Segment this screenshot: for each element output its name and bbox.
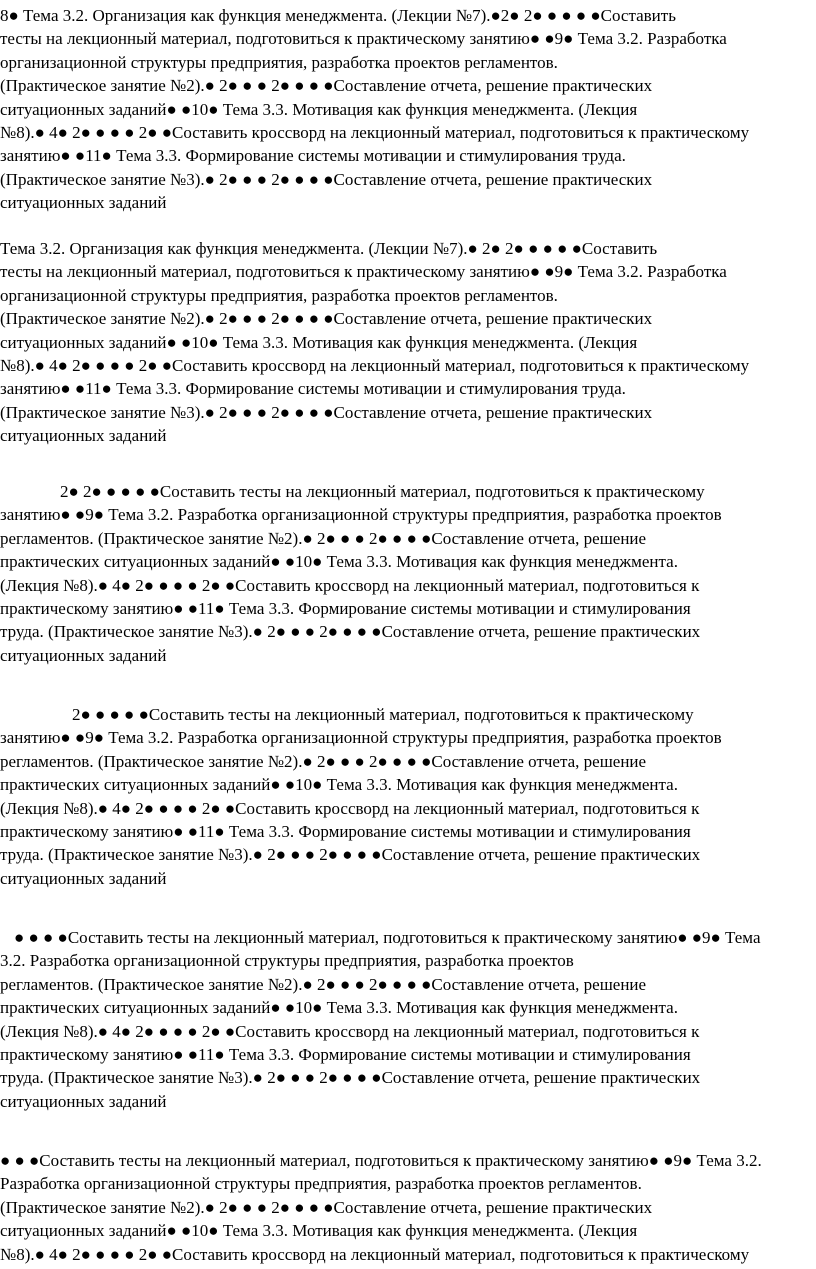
text-line: ситуационных заданий [0,868,167,888]
text-line: №8).● 4● 2● ● ● ● 2● ●Составить кроссворд на лекционный материал, подготовиться к практическому [0,356,750,376]
text-line: ситуационных заданий● ●10● Тема 3.3. Мотивация как функция менеджмента. (Лекция [0,99,638,119]
text-line: регламентов. (Практическое занятие №2).● 2● ● ● 2● ● ● ●Составление отчета, решение [0,974,647,994]
paragraph-6 [0,1149,814,1266]
text-line: №8).● 4● 2● ● ● ● 2● ●Составить кроссворд на лекционный материал, подготовиться к практическому [0,1244,750,1264]
text-line: практических ситуационных заданий● ●10● Тема 3.3. Мотивация как функция менеджмента. [0,998,678,1018]
text-line: ● ● ● ●Составить тесты на лекционный материал, подготовиться к практическому занятию● ●9● Тема [14,928,761,947]
text-line: тесты на лекционный материал, подготовиться к практическому занятию● ●9● Тема 3.2. Разработка [0,29,727,49]
paragraph-2 [0,237,814,448]
text-line: труда. (Практическое занятие №3).● 2● ● ● 2● ● ● ●Составление отчета, решение практических [0,622,701,642]
text-line: занятию● ●9● Тема 3.2. Разработка организационной структуры предприятия, разработка проектов [0,728,722,748]
text-line: ситуационных заданий [0,645,167,665]
text-line: Тема 3.2. Организация как функция менеджмента. (Лекции №7).● 2● 2● ● ● ● ●Составить [0,239,658,258]
paragraph-3 [0,480,814,667]
text-line: труда. (Практическое занятие №3).● 2● ● ● 2● ● ● ●Составление отчета, решение практических [0,1068,701,1088]
text-line: 2● 2● ● ● ● ●Составить тесты на лекционный материал, подготовиться к практическому [60,482,705,501]
paragraph-4 [0,703,814,890]
text-line: ● ● ●Составить тесты на лекционный материал, подготовиться к практическому занятию● ●9● Тема 3.2. [0,1151,762,1170]
text-line: (Практическое занятие №2).● 2● ● ● 2● ● ● ●Составление отчета, решение практических [0,1197,653,1217]
text-line: ситуационных заданий [0,193,167,213]
text-line: ситуационных заданий● ●10● Тема 3.3. Мотивация как функция менеджмента. (Лекция [0,1221,638,1241]
text-line: практическому занятию● ●11● Тема 3.3. Формирование системы мотивации и стимулирования [0,1045,691,1065]
text-line: (Лекция №8).● 4● 2● ● ● ● 2● ●Составить кроссворд на лекционный материал, подготовиться к [0,1021,700,1041]
text-line: 2● ● ● ● ●Составить тесты на лекционный материал, подготовиться к практическому [72,705,694,724]
text-line: ситуационных заданий [0,426,167,446]
text-line: практических ситуационных заданий● ●10● Тема 3.3. Мотивация как функция менеджмента. [0,552,678,572]
text-line: занятию● ●11● Тема 3.3. Формирование системы мотивации и стимулирования труда. [0,146,626,166]
text-line: (Практическое занятие №3).● 2● ● ● 2● ● ● ●Составление отчета, решение практических [0,402,653,422]
text-line: регламентов. (Практическое занятие №2).● 2● ● ● 2● ● ● ●Составление отчета, решение [0,751,647,771]
text-line: (Лекция №8).● 4● 2● ● ● ● 2● ●Составить кроссворд на лекционный материал, подготовиться к [0,575,700,595]
text-line: (Практическое занятие №2).● 2● ● ● 2● ● ● ●Составление отчета, решение практических [0,76,653,96]
paragraph-5 [0,926,814,1113]
text-line: (Лекция №8).● 4● 2● ● ● ● 2● ●Составить кроссворд на лекционный материал, подготовиться к [0,798,700,818]
text-line: практическому занятию● ●11● Тема 3.3. Формирование системы мотивации и стимулирования [0,822,691,842]
text-line: (Практическое занятие №2).● 2● ● ● 2● ● ● ●Составление отчета, решение практических [0,309,653,329]
text-line: организационной структуры предприятия, разработка проектов регламентов. [0,52,558,72]
text-line: занятию● ●9● Тема 3.2. Разработка организационной структуры предприятия, разработка проектов [0,505,722,525]
text-line: занятию● ●11● Тема 3.3. Формирование системы мотивации и стимулирования труда. [0,379,626,399]
text-line: 8● Тема 3.2. Организация как функция менеджмента. (Лекции №7).●2● 2● ● ● ● ●Составить [0,6,676,25]
text-line: (Практическое занятие №3).● 2● ● ● 2● ● ● ●Составление отчета, решение практических [0,169,653,189]
text-line: организационной структуры предприятия, разработка проектов регламентов. [0,285,558,305]
text-line: ситуационных заданий● ●10● Тема 3.3. Мотивация как функция менеджмента. (Лекция [0,332,638,352]
text-line: труда. (Практическое занятие №3).● 2● ● ● 2● ● ● ●Составление отчета, решение практических [0,845,701,865]
text-line: практических ситуационных заданий● ●10● Тема 3.3. Мотивация как функция менеджмента. [0,775,678,795]
text-line: №8).● 4● 2● ● ● ● 2● ●Составить кроссворд на лекционный материал, подготовиться к практическому [0,123,750,143]
text-line: регламентов. (Практическое занятие №2).● 2● ● ● 2● ● ● ●Составление отчета, решение [0,528,647,548]
text-line: тесты на лекционный материал, подготовиться к практическому занятию● ●9● Тема 3.2. Разработка [0,262,727,282]
paragraph-1 [0,4,814,215]
text-line: ситуационных заданий [0,1091,167,1111]
text-line: 3.2. Разработка организационной структуры предприятия, разработка проектов [0,951,574,971]
text-line: Разработка организационной структуры предприятия, разработка проектов регламентов. [0,1174,642,1194]
text-line: практическому занятию● ●11● Тема 3.3. Формирование системы мотивации и стимулирования [0,599,691,619]
